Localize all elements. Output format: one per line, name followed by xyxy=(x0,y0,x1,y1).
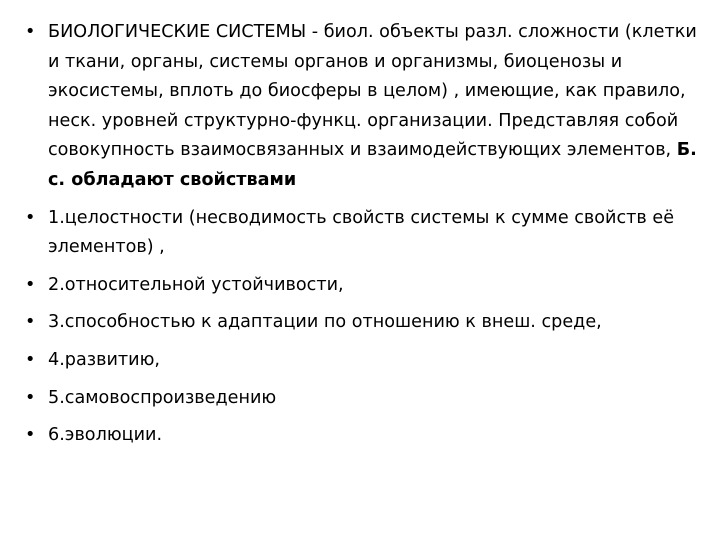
bullet-text: 6.эволюции. xyxy=(48,425,163,446)
bullet-item-reproduction xyxy=(24,384,700,414)
definition-text: БИОЛОГИЧЕСКИЕ СИСТЕМЫ - биол. объекты разл. сложности (клетки и ткани, органы, системы органов и организмы, биоценозы и экосистемы, вплоть до биосферы в целом) , имеющие, как правило, неск. уровней структурно-функц. организации. Представляя собой совокупность взаимосвязанных и взаимодействующих элементов, xyxy=(48,22,697,161)
bullet-item-stability xyxy=(24,271,700,301)
bullet-text: 5.самовоспроизведению xyxy=(48,387,277,408)
bullet-item-definition xyxy=(24,18,700,196)
bullet-item-development xyxy=(24,346,700,376)
bullet-text: 4.развитию, xyxy=(48,349,160,370)
bullet-item-evolution xyxy=(24,421,700,451)
bullet-item-adaptation xyxy=(24,308,700,338)
bullet-list xyxy=(24,18,700,459)
bullet-item-integrity xyxy=(24,204,700,263)
bullet-text: 2.относительной устойчивости, xyxy=(48,274,344,295)
definition-bold-text: Б. с. обладают свойствами xyxy=(48,140,697,190)
bullet-text: 1.целостности (несводимость свойств системы к сумме свойств её элементов) , xyxy=(48,207,675,258)
bullet-text: 3.способностью к адаптации по отношению к внеш. среде, xyxy=(48,312,602,333)
